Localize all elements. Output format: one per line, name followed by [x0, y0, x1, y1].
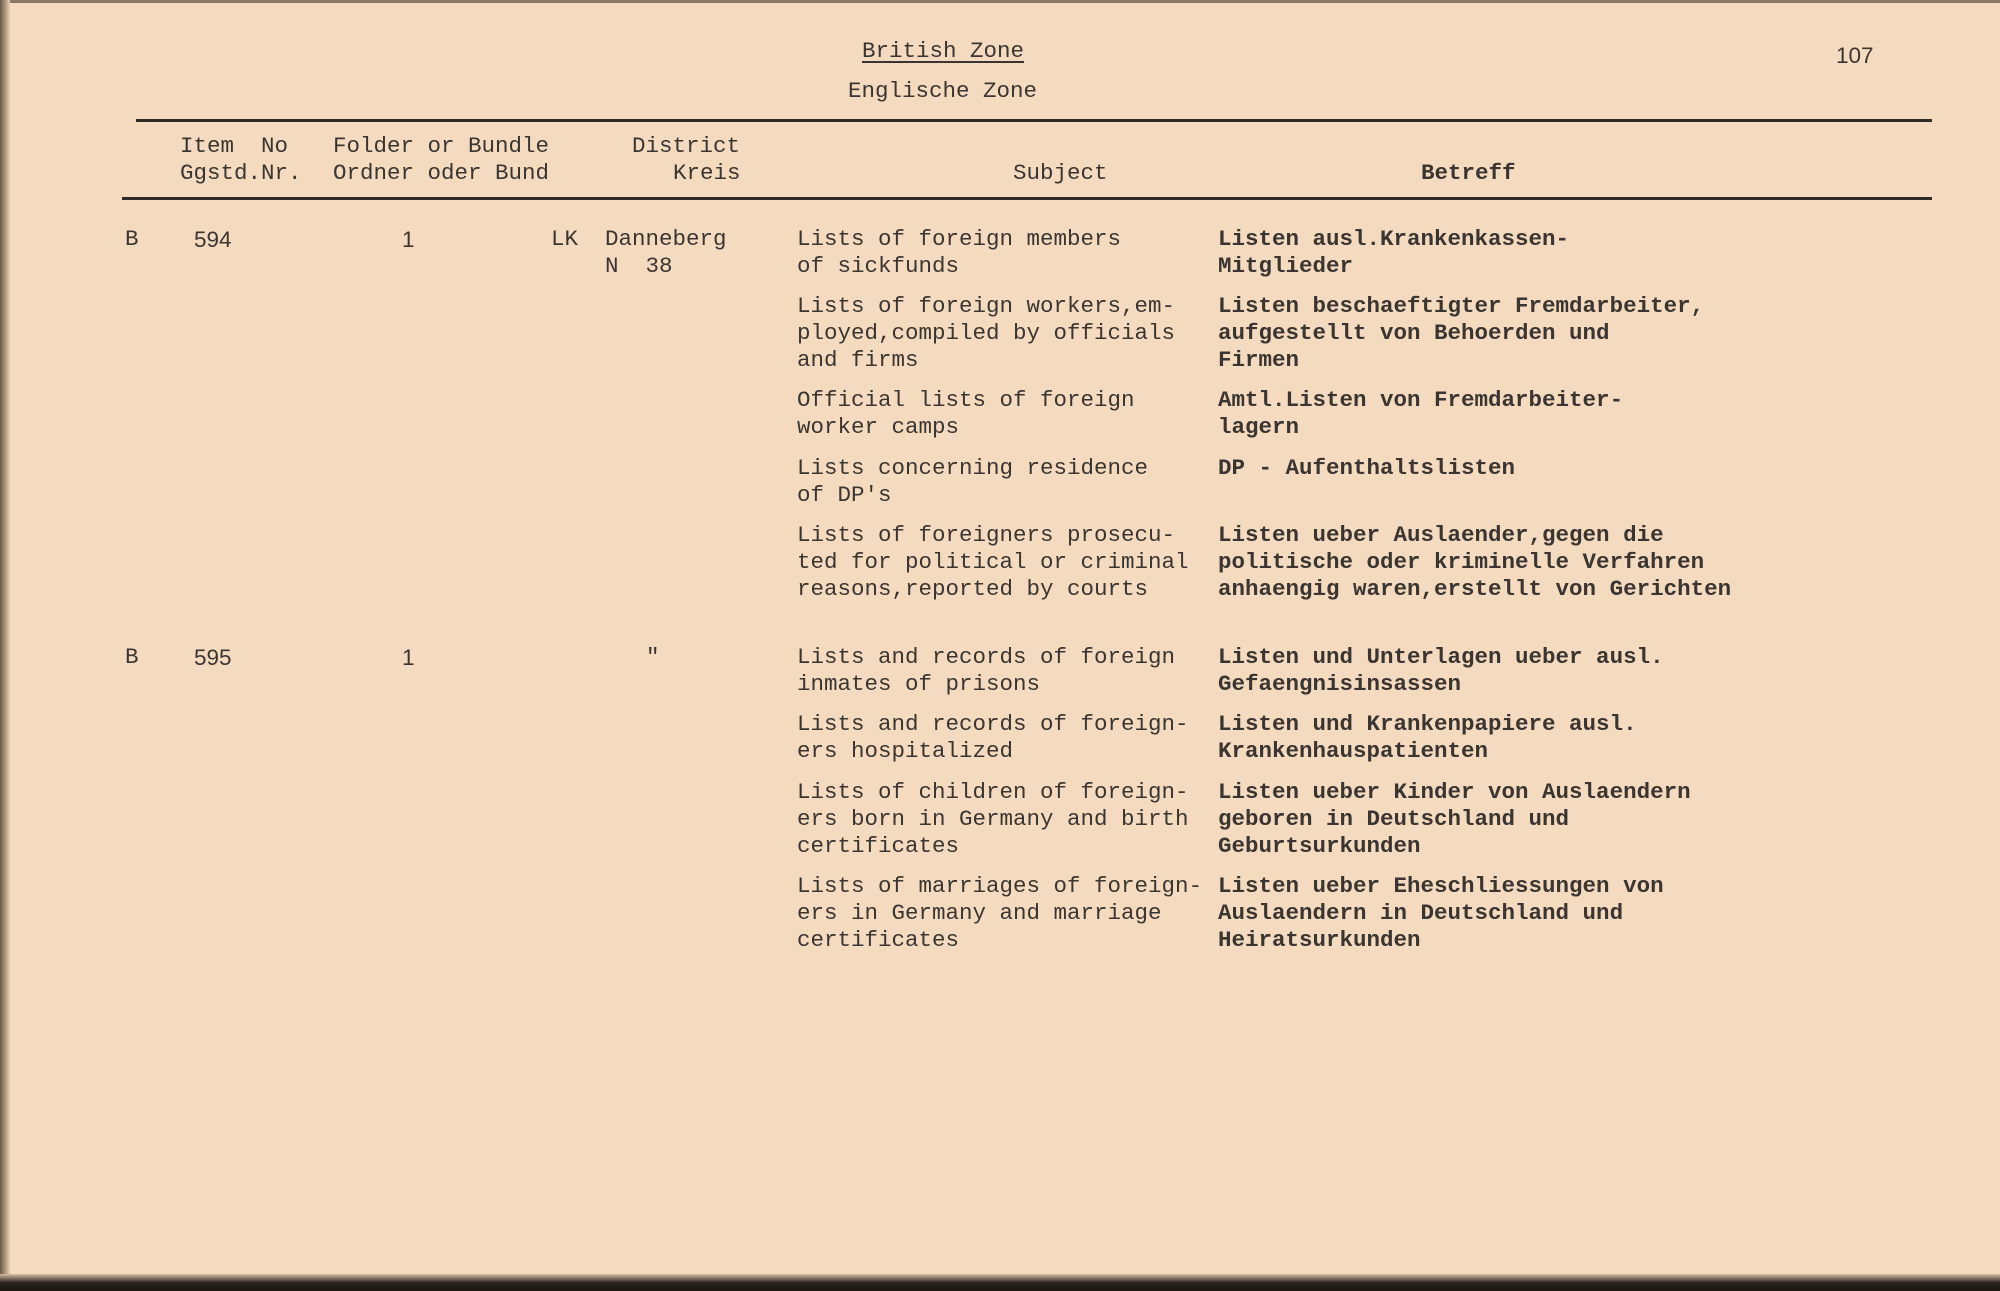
- item-number: 594: [194, 227, 232, 252]
- betreff-entry: Listen ausl.Krankenkassen- Mitglieder: [1218, 226, 1570, 279]
- subject-entry: Lists of foreign members of sickfunds: [797, 226, 1122, 279]
- betreff-entry: DP - Aufenthaltslisten: [1218, 455, 1516, 481]
- subject-entry: Lists concerning residence of DP's: [797, 455, 1149, 508]
- subject-entry: Lists of foreign workers,em- ployed,compiled by officials and firms: [797, 293, 1176, 373]
- page-bottom-edge: [0, 1274, 2000, 1291]
- page-number: 107: [1836, 43, 1874, 68]
- col-folder-de: Ordner oder Bund: [333, 160, 550, 186]
- district-ditto-mark: ": [646, 644, 660, 670]
- subject-entry: Lists of foreigners prosecu- ted for political or criminal reasons,reported by courts: [797, 522, 1189, 602]
- page-title: British Zone: [862, 38, 1025, 64]
- col-folder-en: Folder or Bundle: [333, 133, 550, 159]
- subject-entry: Lists and records of foreign inmates of prisons: [797, 644, 1176, 697]
- page-left-edge: [0, 0, 10, 1291]
- subject-entry: Lists of children of foreign- ers born in Germany and birth certificates: [797, 779, 1189, 859]
- page-subtitle: Englische Zone: [848, 78, 1038, 104]
- page-top-edge: [0, 0, 2000, 3]
- betreff-entry: Listen und Unterlagen ueber ausl. Gefaengnisinsassen: [1218, 644, 1664, 697]
- subject-entry: Official lists of foreign worker camps: [797, 387, 1135, 440]
- district-type: LK: [551, 226, 579, 252]
- betreff-entry: Listen und Krankenpapiere ausl. Krankenhauspatienten: [1218, 711, 1637, 764]
- col-item-de: Ggstd.Nr.: [180, 160, 302, 186]
- betreff-entry: Listen ueber Kinder von Auslaendern geboren in Deutschland und Geburtsurkunden: [1218, 779, 1691, 859]
- folder-number: 1: [402, 227, 415, 252]
- col-district-en: District: [632, 133, 741, 159]
- header-top-rule: [136, 119, 1932, 122]
- subject-entry: Lists and records of foreign- ers hospitalized: [797, 711, 1189, 764]
- district: Danneberg N 38: [605, 226, 727, 279]
- row-prefix: B: [125, 226, 139, 252]
- col-district-de: Kreis: [673, 160, 741, 186]
- col-item-en: Item No: [180, 133, 289, 159]
- betreff-entry: Listen beschaeftigter Fremdarbeiter, aufgestellt von Behoerden und Firmen: [1218, 293, 1705, 373]
- col-subject: Subject: [1013, 160, 1108, 186]
- subject-entry: Lists of marriages of foreign- ers in Germany and marriage certificates: [797, 873, 1203, 953]
- folder-number: 1: [402, 645, 415, 670]
- col-betreff: Betreff: [1421, 160, 1516, 186]
- item-number: 595: [194, 645, 232, 670]
- betreff-entry: Listen ueber Auslaender,gegen die politische oder kriminelle Verfahren anhaengig waren,erstellt von Gerichten: [1218, 522, 1732, 602]
- betreff-entry: Amtl.Listen von Fremdarbeiter- lagern: [1218, 387, 1624, 440]
- betreff-entry: Listen ueber Eheschliessungen von Auslaendern in Deutschland und Heiratsurkunden: [1218, 873, 1664, 953]
- row-prefix: B: [125, 644, 139, 670]
- header-bottom-rule: [122, 197, 1932, 200]
